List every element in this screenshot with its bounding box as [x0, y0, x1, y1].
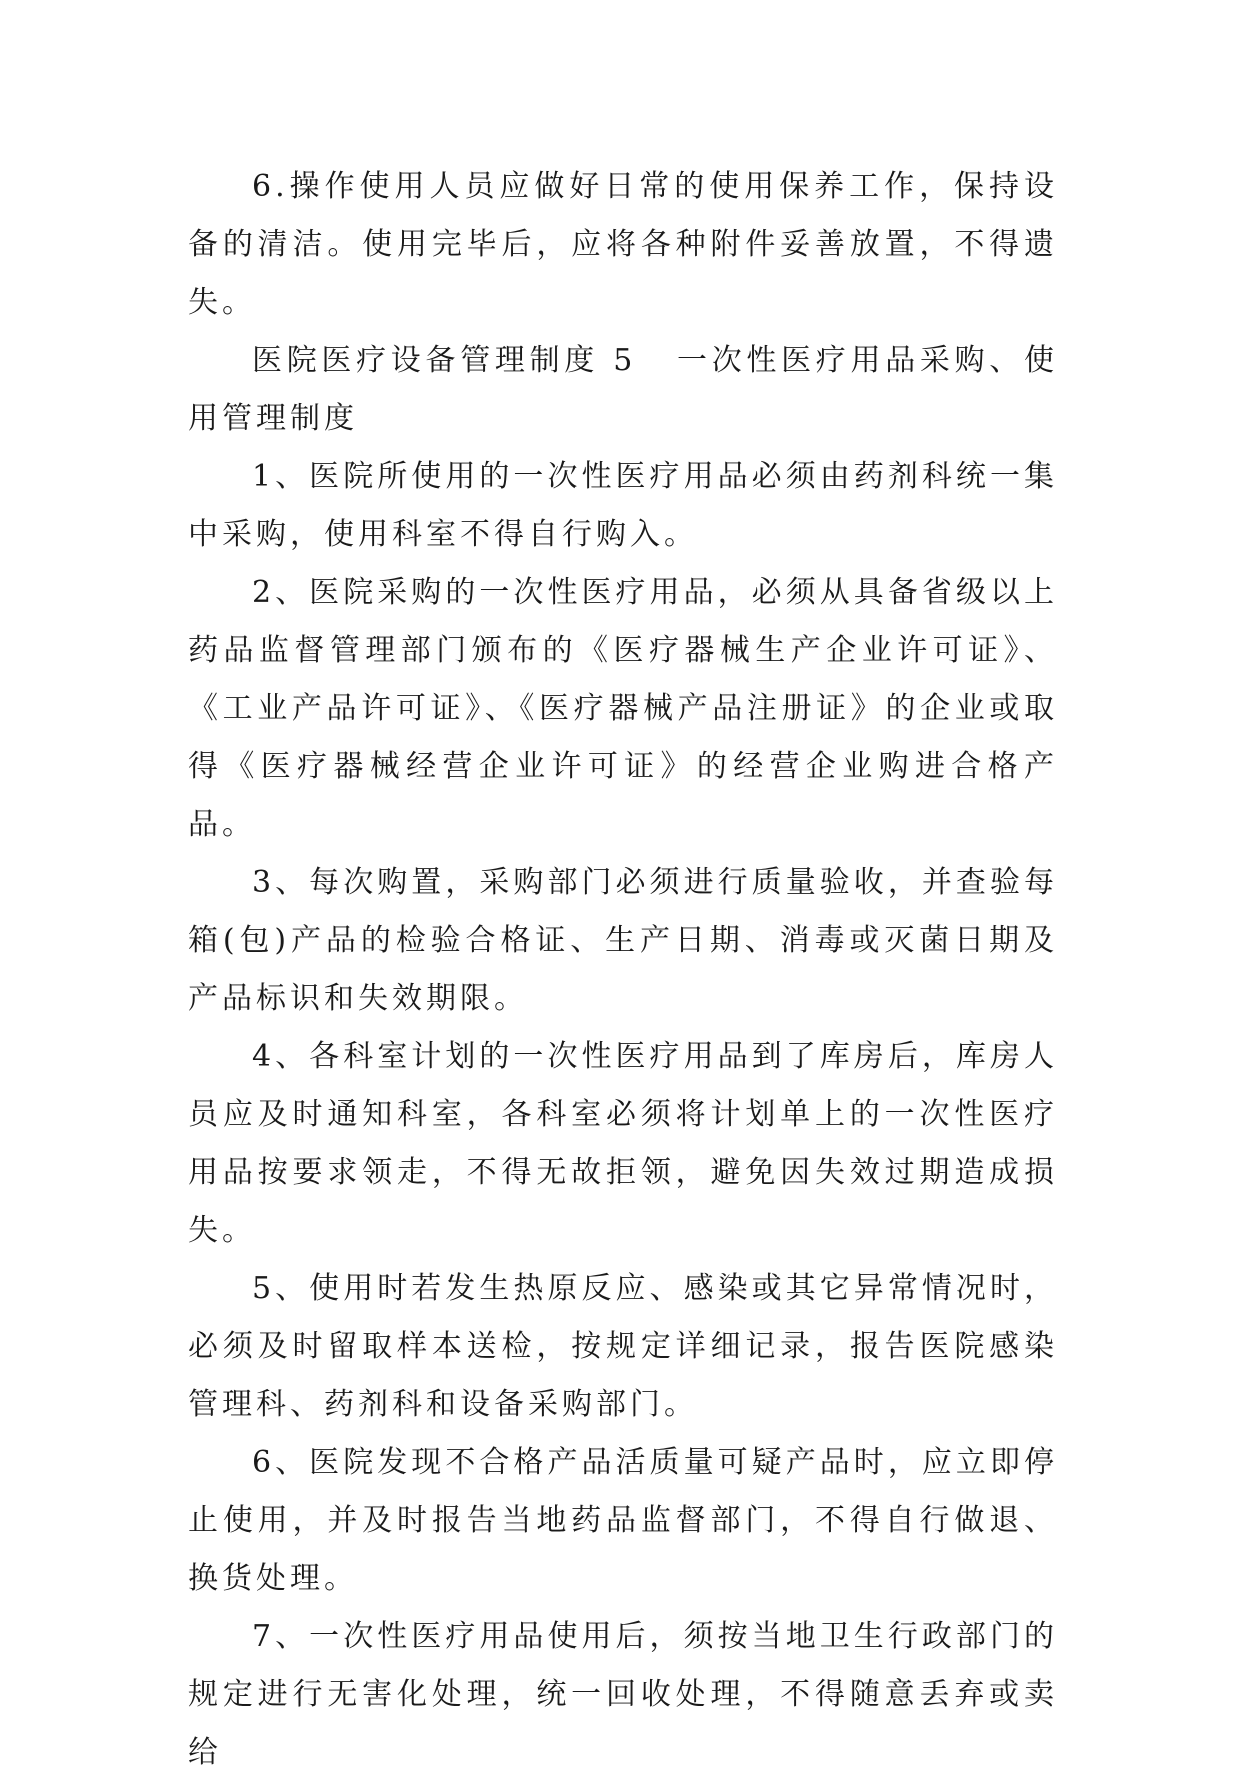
- section-heading-title: 医院医疗设备管理制度 5: [252, 343, 637, 378]
- section-heading: [188, 332, 1058, 448]
- document-body: [188, 158, 1058, 1782]
- paragraph-rule-5: 5、使用时若发生热原反应、感染或其它异常情况时，必须及时留取样本送检，按规定详细记录，报告医院感染管理科、药剂科和设备采购部门。: [188, 1271, 1058, 1422]
- paragraph-item-6-maintenance: 6.操作使用人员应做好日常的使用保养工作，保持设备的清洁。使用完毕后，应将各种附件妥善放置，不得遗失。: [188, 169, 1058, 320]
- paragraph-rule-7: 7、一次性医疗用品使用后，须按当地卫生行政部门的规定进行无害化处理，统一回收处理，不得随意丢弃或卖给: [188, 1619, 1058, 1770]
- paragraph-rule-2: 2、医院采购的一次性医疗用品，必须从具备省级以上药品监督管理部门颁布的《医疗器械生产企业许可证》、《工业产品许可证》、《医疗器械产品注册证》的企业或取得《医疗器械经营企业许可证》的经营企业购进合格产品。: [188, 575, 1058, 842]
- paragraph-rule-1: 1、医院所使用的一次性医疗用品必须由药剂科统一集中采购，使用科室不得自行购入。: [188, 459, 1058, 552]
- paragraph-rule-3: 3、每次购置，采购部门必须进行质量验收，并查验每箱(包)产品的检验合格证、生产日期、消毒或灭菌日期及产品标识和失效期限。: [188, 865, 1058, 1016]
- paragraph-rule-6: 6、医院发现不合格产品活质量可疑产品时，应立即停止使用，并及时报告当地药品监督部门，不得自行做退、换货处理。: [188, 1445, 1058, 1596]
- paragraph-rule-4: 4、各科室计划的一次性医疗用品到了库房后，库房人员应及时通知科室，各科室必须将计划单上的一次性医疗用品按要求领走，不得无故拒领，避免因失效过期造成损失。: [188, 1039, 1058, 1248]
- section-heading-subtitle: 一次性医疗用品采购、使用管理制度: [188, 343, 1058, 436]
